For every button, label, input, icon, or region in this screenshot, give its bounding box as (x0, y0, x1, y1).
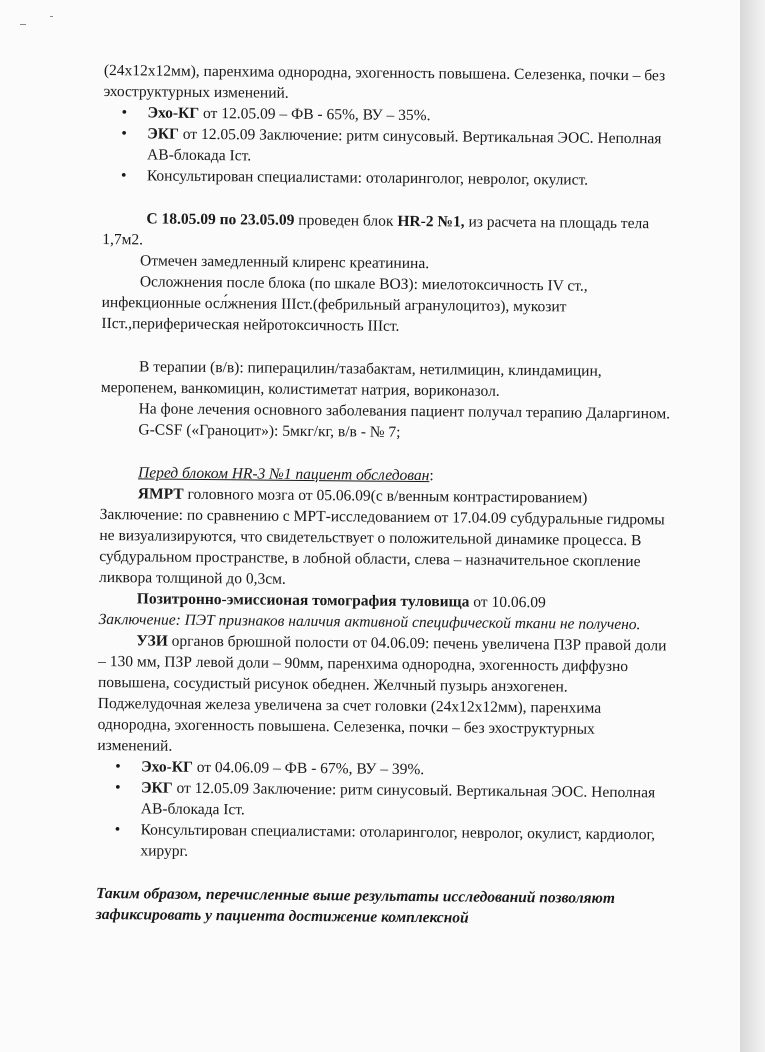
findings-list-1 (103, 102, 674, 191)
findings-list-2 (96, 756, 667, 866)
before-block-text: Перед блоком HR-3 №1 пациент обследован (137, 464, 430, 485)
scan-mark (50, 16, 53, 17)
echo-label: Эхо-КГ (141, 758, 193, 776)
list-item-consult (96, 819, 666, 866)
pet-conclusion: Заключение: ПЭТ признаков наличия активной специфической ткани не получено. (98, 610, 641, 634)
echo-label: Эхо-КГ (147, 104, 200, 122)
ecg-label: ЭКГ (140, 779, 173, 797)
paragraph-mri (99, 483, 670, 593)
conclusion-paragraph: Таким образом, перечисленные выше результаты исследований позволяют зафиксировать у пациента достижение комплексной (95, 884, 616, 927)
block-name: HR-2 №1, (397, 212, 465, 231)
ecg-text: от 12.05.09 Заключение: ритм синусовый. Вертикальная ЭОС. Неполная АВ-блокада Iст. (147, 125, 662, 165)
before-block-colon: : (429, 467, 434, 485)
mri-text: головного мозга от 05.06.09(с в/венным контрастированием) Заключение: по сравнению с МРТ-исследованием от 17.04.09 субдуральные гидромы не визуализируются, что свидетельствует о положительной динамике процесса. В субдуральном пространстве, в лобной области, слева – назначительное скопление ликвора толщиной до 0,3см. (98, 485, 665, 588)
document-body (96, 60, 674, 930)
list-item-ecg (97, 777, 667, 824)
paragraph-therapy: В терапии (в/в): пиперацилин/тазабактам, нетилмицин, клиндамицин, меропенем, ванкомицин, колистиметат натрия, вориконазол. (100, 358, 602, 400)
paragraph-ultrasound (97, 630, 668, 761)
paragraph-complications: Осложнения после блока (по шкале ВОЗ): миелотоксичность IV ст., инфекционные осл́жнения IIIст.(фебрильный агранулоцитоз), мукозит IIст.,периферическая нейротоксичность IIIст. (101, 273, 588, 335)
mri-label: ЯМРТ (137, 485, 184, 503)
paragraph-block (102, 208, 672, 255)
paragraph-background: На фоне лечения основного заболевания пациент получал терапию Даларгином. (138, 400, 671, 423)
block-rest: из расчета на площадь тела 1,7м2. (102, 213, 650, 249)
pet-label: Позитронно-эмиссионая томография туловища (136, 590, 470, 611)
paragraph-ultrasound-tail: (24х12х12мм), паренхима однородна, эхогенность повышена. Селезенка, почки – без эхоструктурных изменений. (103, 61, 666, 102)
list-item-ecg (103, 123, 673, 170)
consult-text: Консультирован специалистами: отоларинголог, невролог, окулист. (146, 167, 589, 189)
echo-text: от 04.06.09 – ФВ - 67%, ВУ – 39%. (192, 758, 425, 779)
scan-mark (20, 24, 26, 25)
block-mid: проведен блок (294, 211, 398, 230)
ecg-label: ЭКГ (147, 125, 179, 143)
consult-text: Консультирован специалистами: отоларинголог, невролог, окулист, кардиолог, хирург. (140, 821, 656, 860)
paragraph-clearance: Отмечен замедленный клиренс креатинина. (139, 252, 430, 273)
us-label: УЗИ (136, 632, 168, 650)
echo-text: от 12.05.09 – ФВ - 65%, ВУ – 35%. (199, 104, 431, 125)
us-text: органов брюшной полости от 04.06.09: печень увеличена ПЗР правой доли – 130 мм, ПЗР левой доли – 90мм, паренхима однородна, эхогенность диффузно повышена, сосудистый рисунок обеднен. Желчный пузырь анэхогенен. Поджелудочная железа увеличена за счет головки (24х12х12мм), паренхима однородна, эхогенность повышена. Селезенка, почки – без эхоструктурных изменений. (97, 632, 667, 755)
ecg-text: от 12.05.09 Заключение: ритм синусовый. Вертикальная ЭОС. Неполная АВ-блокада Iст. (140, 779, 656, 819)
pet-text: от 10.06.09 (469, 593, 546, 612)
paragraph-gcsf: G-CSF («Граноцит»): 5мкг/кг, в/в - № 7; (138, 421, 401, 441)
block-dates: С 18.05.09 по 23.05.09 (146, 210, 295, 229)
